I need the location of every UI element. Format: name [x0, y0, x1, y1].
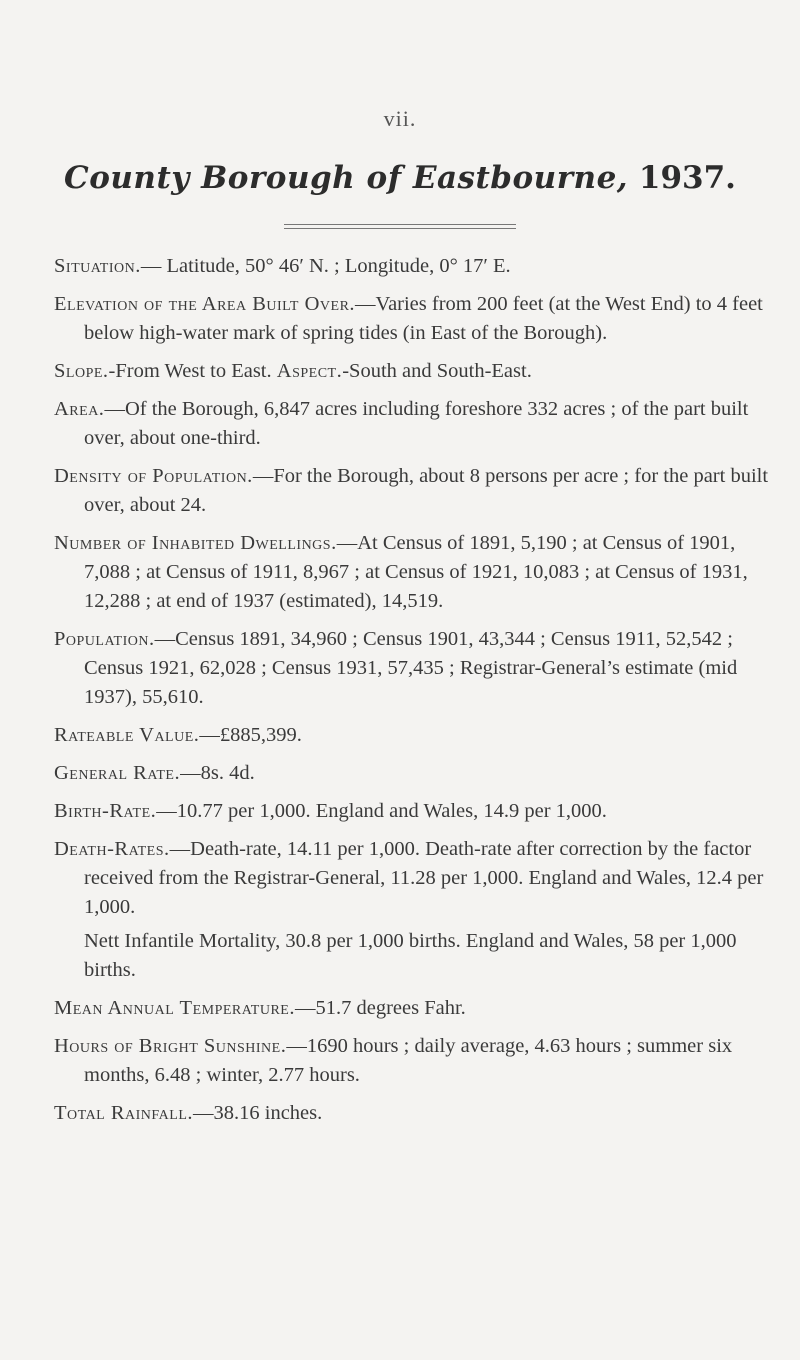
entry-heading: Rateable Value.	[54, 724, 200, 746]
entry-death-rates	[54, 835, 774, 922]
entry-text: —£885,399.	[199, 724, 302, 746]
entry-elevation	[54, 290, 774, 348]
entry-text: — Latitude, 50° 46′ N. ; Longitude, 0° 17′ E.	[140, 255, 511, 277]
entry-heading: Density of Population.	[54, 465, 253, 487]
entry-text: —Of the Borough, 6,847 acres including foreshore 332 acres ; of the part built over, about one-third.	[84, 398, 749, 449]
entry-heading: Population.	[54, 628, 155, 650]
entry-rateable-value	[54, 721, 774, 750]
entry-heading: Situation.	[54, 255, 141, 277]
entry-text: —At Census of 1891, 5,190 ; at Census of 1901, 7,088 ; at Census of 1911, 8,967 ; at Census of 1921, 10,083 ; at Census of 1931, 12,288 ; at end of 1937 (estimated), 14,519.	[84, 532, 748, 612]
entry-text: —8s. 4d.	[180, 762, 255, 784]
page-number: vii.	[383, 106, 417, 131]
entry-text: —Census 1891, 34,960 ; Census 1901, 43,344 ; Census 1911, 52,542 ; Census 1921, 62,028 ; Census 1931, 57,435 ; Registrar-General’s estimate (mid 1937), 55,610.	[84, 628, 738, 708]
entry-text: -South and South-East.	[342, 360, 532, 382]
entry-heading: Total Rainfall.	[54, 1102, 193, 1124]
entry-heading: Birth-Rate.	[54, 800, 157, 822]
page-title	[0, 160, 800, 196]
entry-heading: Slope.	[54, 360, 109, 382]
entry-text: —51.7 degrees Fahr.	[294, 997, 466, 1019]
entry-text: —For the Borough, about 8 persons per acre ; for the part built over, about 24.	[84, 465, 769, 516]
entry-temperature	[54, 994, 774, 1023]
entry-text: —Varies from 200 feet (at the West End) to 4 feet below high-water mark of spring tides (in East of the Borough).	[84, 293, 763, 344]
rule-line	[284, 224, 516, 225]
entry-rainfall	[54, 1099, 774, 1128]
entry-heading: Aspect.	[276, 360, 343, 382]
entry-slope-aspect	[54, 357, 774, 386]
entry-general-rate	[54, 759, 774, 788]
entry-heading: Death-Rates.	[54, 838, 170, 860]
title-text: County Borough of Eastbourne,	[64, 160, 629, 196]
entry-heading: Hours of Bright Sunshine.	[54, 1035, 287, 1057]
entry-heading: General Rate.	[54, 762, 181, 784]
entry-sunshine	[54, 1032, 774, 1090]
entry-dwellings	[54, 529, 774, 616]
entry-area	[54, 395, 774, 453]
entry-density	[54, 462, 774, 520]
entry-text: —38.16 inches.	[193, 1102, 323, 1124]
entry-text: -From West to East.	[108, 360, 277, 382]
entry-heading: Area.	[54, 398, 105, 420]
entry-population	[54, 625, 774, 712]
entry-infant-mortality	[54, 927, 774, 985]
title-double-rule	[284, 224, 516, 229]
rule-line	[284, 228, 516, 229]
title-year: 1937.	[638, 160, 736, 196]
entry-text: Nett Infantile Mortality, 30.8 per 1,000 births. England and Wales, 58 per 1,000 births.	[84, 930, 737, 981]
entry-heading: Mean Annual Temperature.	[54, 997, 295, 1019]
entry-birth-rate	[54, 797, 774, 826]
entry-text: —Death-rate, 14.11 per 1,000. Death-rate after correction by the factor received from the Registrar-General, 11.28 per 1,000. England and Wales, 12.4 per 1,000.	[84, 838, 764, 918]
statistics-list	[54, 252, 774, 1137]
entry-situation	[54, 252, 774, 281]
entry-heading: Elevation of the Area Built Over.	[54, 293, 356, 315]
entry-text: —1690 hours ; daily average, 4.63 hours ; summer six months, 6.48 ; winter, 2.77 hours.	[84, 1035, 733, 1086]
entry-text: —10.77 per 1,000. England and Wales, 14.9 per 1,000.	[156, 800, 607, 822]
entry-heading: Number of Inhabited Dwellings.	[54, 532, 337, 554]
